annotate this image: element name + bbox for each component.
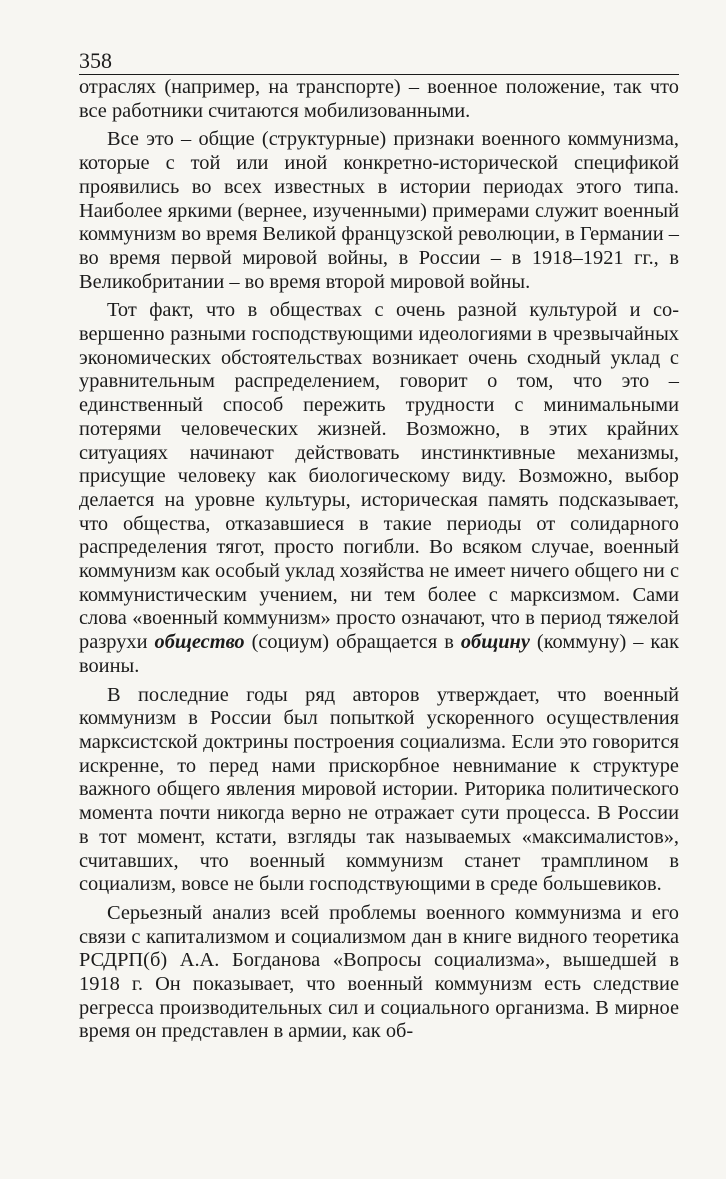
emphasis-society: общество <box>154 631 245 654</box>
emphasis-community: общину <box>460 631 530 654</box>
paragraph-text: отраслях (например, на транспорте) – военное положение, так что все работники считаются мобилизованными. <box>79 76 679 122</box>
page-header <box>79 40 679 75</box>
paragraph-text: Все это – общие (структурные) признаки военного коммунизма, которые с той или иной конкретно-исторической спецификой проявились во всех известных в истории периодах этого типа. Наиболее яркими (вернее, изученными) примерами служит военный коммунизм во время Великой французской революции, в Германии – во время первой мировой войны, в России – в 1918–1921 гг., в Великобритании – во время второй мировой войны. <box>79 128 679 293</box>
book-page <box>79 40 679 1044</box>
paragraph-4 <box>79 684 679 897</box>
paragraph-1 <box>79 76 679 123</box>
page-number: 358 <box>79 48 112 73</box>
paragraph-text: (социум) обращается в <box>244 631 461 654</box>
paragraph-5 <box>79 902 679 1044</box>
paragraph-text: Серьезный анализ всей проблемы военного коммунизма и его связи с капитализмом и социализмом дан в книге видного теоретика РСДРП(б) А.А. Богданова «Вопросы социализма», вышедшей в 1918 г. Он показывает, что военный коммунизм есть следствие регресса производительных сил и социального организма. В мирное время он представлен в армии, как об- <box>79 901 679 1043</box>
paragraph-2 <box>79 128 679 294</box>
paragraph-text: В последние годы ряд авторов утверждает, что военный коммунизм в России был попыткой ускоренного осуществления марксистской доктрины построения социализма. Если это говорится искренне, то перед нами прискорбное невнимание к структуре важного общего явления мировой истории. Риторика политического момента почти никогда верно не отражает сути процесса. В России в тот момент, кстати, взгляды так называемых «максималистов», считавших, что военный коммунизм станет трамплином в социализм, вовсе не были господствующими в среде большевиков. <box>79 683 679 896</box>
paragraph-3 <box>79 299 679 678</box>
paragraph-text: (коммуну) – как воины. <box>79 631 679 677</box>
page-body <box>79 76 679 1044</box>
paragraph-text: Тот факт, что в обществах с очень разной культурой и совершенно разными господствующими идеологиями в чрезвычайных экономических обстоятельствах возникает очень сходный уклад с уравнительным распределением, говорит о том, что это – единственный способ пережить трудности с минимальными потерями человеческих жизней. Возможно, в этих крайних ситуациях начинают действовать инстинктивные механизмы, присущие человеку как биологическому виду. Возможно, выбор делается на уровне культуры, историческая память подсказывает, что общества, отказавшиеся в такие периоды от солидарного распределения тягот, просто погибли. Во всяком случае, военный коммунизм как особый уклад хозяйства не имеет ничего общего ни с коммунистическим учением, ни тем более с марксизмом. Сами слова «военный коммунизм» просто означают, что в период тяжелой разрухи <box>79 299 679 654</box>
